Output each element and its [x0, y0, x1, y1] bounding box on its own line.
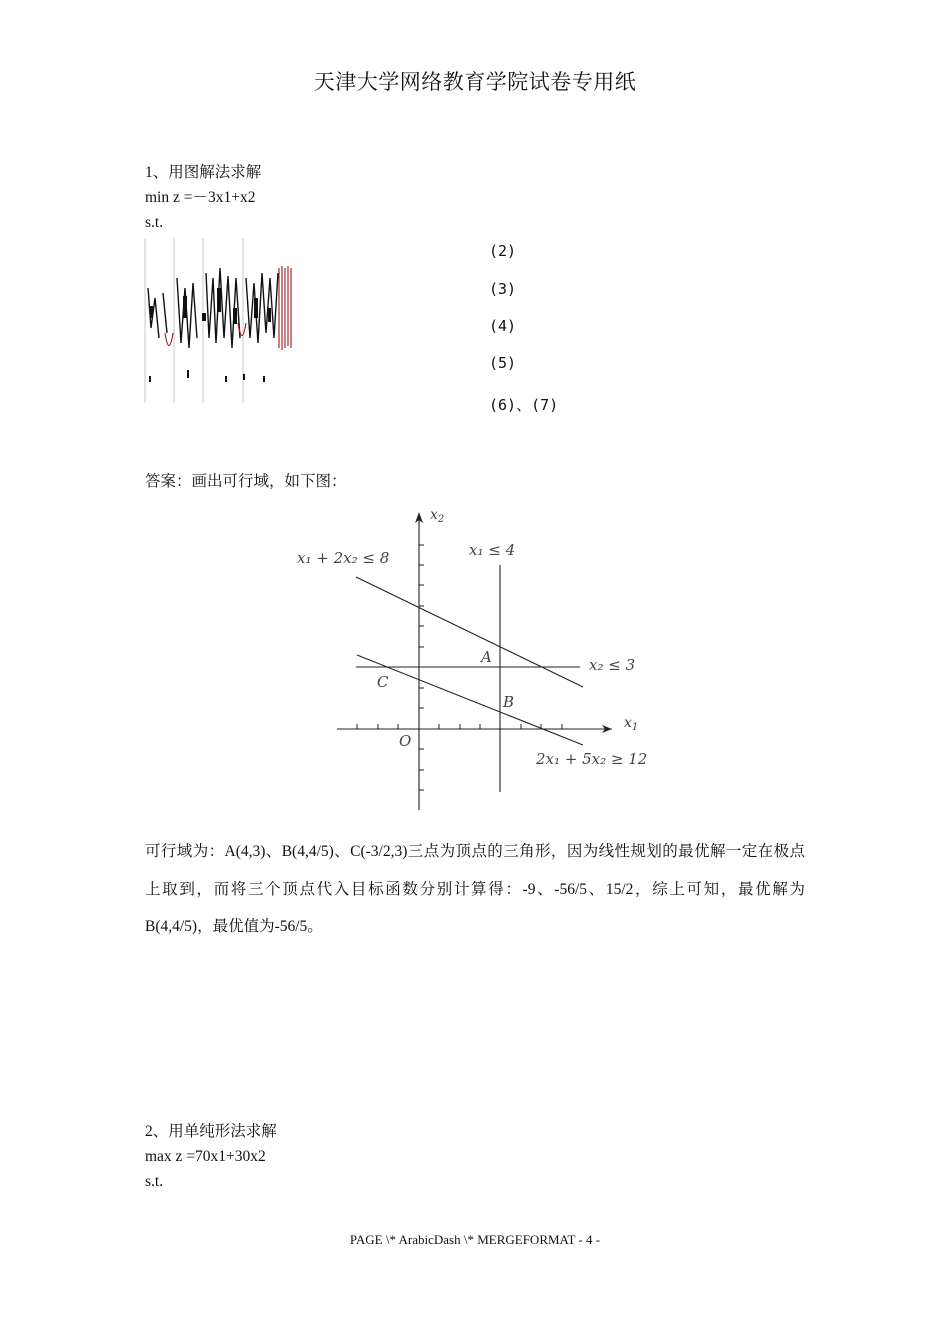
- constraint-number-5: (5): [489, 354, 517, 372]
- problem2-objective: max z =70x1+30x2: [145, 1148, 266, 1165]
- point-b-label: B: [503, 693, 515, 711]
- axis-x1-label: $x_1$: [624, 715, 639, 733]
- x2-axis-arrow: [415, 512, 423, 523]
- answer-explanation: 可行域为：A(4,3)、B(4,4/5)、C(-3/2,3)三点为顶点的三角形，因为线性规划的最优解一定在极点上取到，而将三个顶点代入目标函数分别计算得：-9、-56/5、15/2，综上可知，最优解为B(4,4/5)，最优值为-56/5。: [145, 843, 805, 935]
- problem1-heading: 1、用图解法求解: [145, 164, 262, 181]
- constraint-number-3: (3): [489, 280, 517, 298]
- label-2x1-5x2-ge-12: 2x₁ + 5x₂ ≥ 12: [536, 750, 648, 768]
- problem1-objective: min z =－3x1+x2: [145, 189, 256, 206]
- line-x1-2x2-eq-8: [356, 577, 583, 687]
- constraint-number-4: (4): [489, 317, 517, 335]
- constraint-number-6-7: (6)、(7): [489, 396, 559, 414]
- axis-x2-label: $x_2$: [430, 507, 445, 525]
- problem2-heading: 2、用单纯形法求解: [145, 1123, 277, 1140]
- label-x1-le-4: x₁ ≤ 4: [469, 541, 516, 559]
- label-x2-le-3: x₂ ≤ 3: [589, 656, 636, 674]
- constraint-number-2: (2): [489, 242, 517, 260]
- point-c-label: C: [377, 673, 389, 691]
- page-footer: PAGE \* ArabicDash \* MERGEFORMAT - 4 -: [349, 1232, 601, 1247]
- origin-label: O: [399, 732, 412, 750]
- x1-axis-ticks: [357, 724, 562, 729]
- x1-axis-arrow: [602, 725, 612, 733]
- x2-axis-ticks: [419, 545, 424, 790]
- page-header-title: 天津大学网络教育学院试卷专用纸: [313, 70, 637, 94]
- problem2-st: s.t.: [145, 1173, 164, 1190]
- line-2x1-5x2-eq-12: [357, 655, 583, 745]
- corrupted-constraints-image: [143, 238, 298, 406]
- label-x1-2x2-le-8: x₁ + 2x₂ ≤ 8: [297, 549, 390, 567]
- answer-intro: 答案：画出可行域，如下图：: [145, 473, 347, 490]
- point-a-label: A: [481, 648, 492, 666]
- problem1-st: s.t.: [145, 214, 164, 231]
